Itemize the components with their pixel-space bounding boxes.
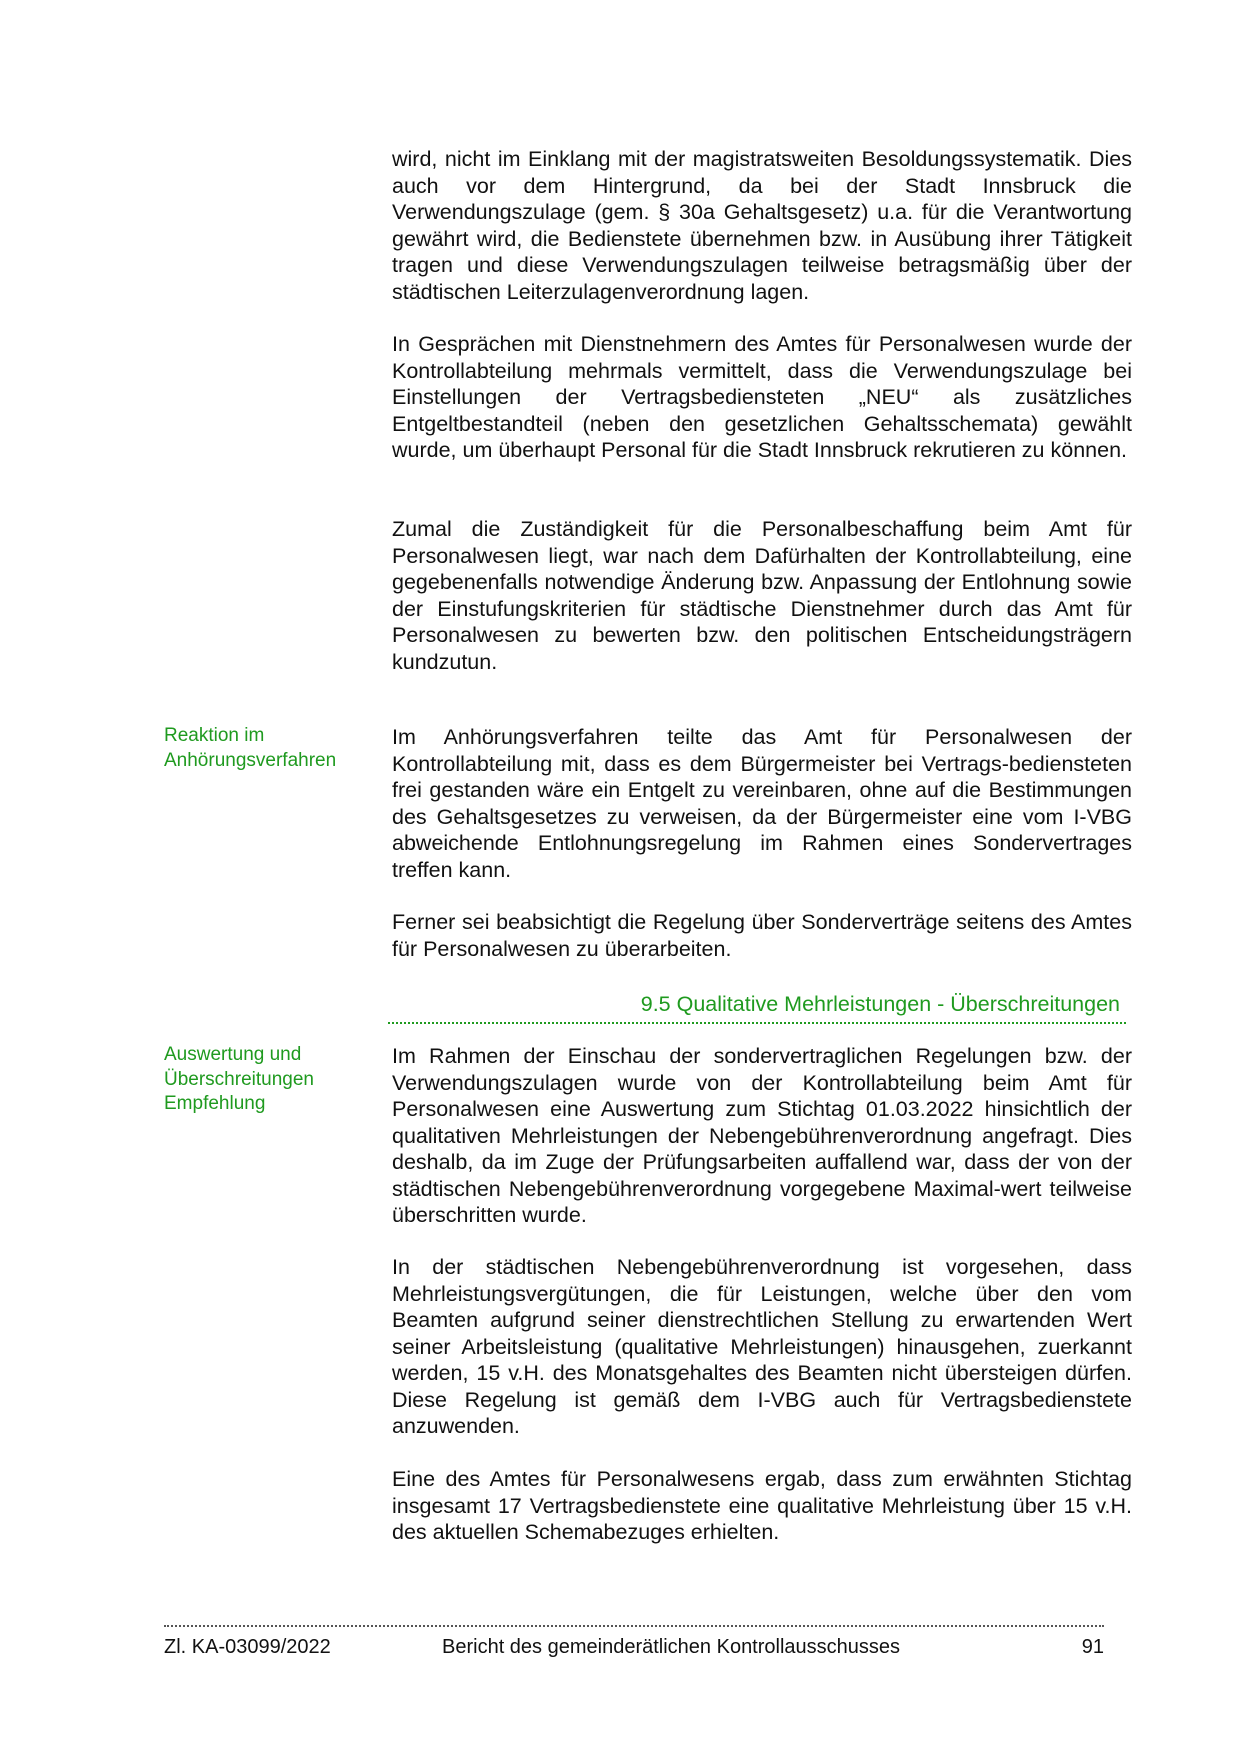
body-paragraph: Zumal die Zuständigkeit für die Personalbeschaffung beim Amt für Personalwesen liegt, war nach dem Dafürhalten der Kontrollabteilung, eine gegebenenfalls notwendige Änderung bzw. Anpassung der Entlohnung sowie der Einstufungskriterien für städtische Dienstnehmer durch das Amt für Personalwesen zu bewerten bzw. den politischen Entscheidungsträgern kundzutun. <box>392 517 1132 674</box>
side-label-reaktion <box>164 724 384 773</box>
side-label-line: Empfehlung <box>164 1093 266 1114</box>
body-paragraph-4-block <box>392 724 1132 883</box>
body-paragraph-7-block <box>392 1254 1132 1440</box>
section-heading-9-5 <box>388 990 1126 1024</box>
side-label-auswertung <box>164 1043 384 1117</box>
body-paragraph: Ferner sei beabsichtigt die Regelung über Sonderverträge seitens des Amtes für Personalwesen zu überarbeiten. <box>392 910 1132 961</box>
body-paragraph: In Gesprächen mit Dienstnehmern des Amtes für Personalwesen wurde der Kontrollabteilung mehrmals vermittelt, dass die Verwendungszulage bei Einstellungen der Vertragsbediensteten „NEU“ als zusätzliches Entgeltbestandteil (neben den gesetzlichen Gehaltsschemata) gewählt wurde, um überhaupt Personal für die Stadt Innsbruck rekrutieren zu können. <box>392 332 1132 462</box>
body-paragraph: wird, nicht im Einklang mit der magistratsweiten Besoldungssystematik. Dies auch vor dem Hintergrund, da bei der Stadt Innsbruck die Verwendungszulage (gem. § 30a Gehaltsgesetz) u.a. für die Verantwortung gewährt wird, die Bedienstete übernehmen bzw. in Ausübung ihrer Tätigkeit tragen und diese Verwendungszulagen teilweise betragsmäßig über der städtischen Leiterzulagenverordnung lagen. <box>392 147 1132 304</box>
body-paragraph-8-block <box>392 1466 1132 1546</box>
side-label-line: Auswertung und <box>164 1044 302 1065</box>
footer-reference: Zl. KA-03099/2022 <box>164 1636 331 1658</box>
body-paragraph-3-block <box>392 516 1132 675</box>
body-paragraph-2-block <box>392 331 1132 464</box>
side-label-line: Überschreitungen <box>164 1068 314 1090</box>
footer-divider <box>164 1625 1104 1627</box>
side-label-line: Anhörungsverfahren <box>164 749 337 771</box>
body-paragraph-1-block <box>392 146 1132 305</box>
footer-title: Bericht des gemeinderätlichen Kontrollausschusses <box>442 1636 901 1658</box>
side-label-line: Reaktion im <box>164 725 265 746</box>
body-paragraph: Im Rahmen der Einschau der sondervertraglichen Regelungen bzw. der Verwendungszulagen wurde von der Kontrollabteilung beim Amt für Personalwesen eine Auswertung zum Stichtag 01.03.2022 hinsichtlich der qualitativen Mehrleistungen der Nebengebührenverordnung angefragt. Dies deshalb, da im Zuge der Prüfungsarbeiten auffallend war, dass der von der städtischen Nebengebührenverordnung vorgegebene Maximal-wert teilweise überschritten wurde. <box>392 1044 1132 1227</box>
body-paragraph-6-block <box>392 1043 1132 1229</box>
body-paragraph: Eine des Amtes für Personalwesens ergab, dass zum erwähnten Stichtag insgesamt 17 Vertragsbedienstete eine qualitative Mehrleistung über 15 v.H. des aktuellen Schemabezuges erhielten. <box>392 1467 1132 1544</box>
page-footer <box>164 1634 1104 1662</box>
section-heading-text: 9.5 Qualitative Mehrleistungen - Überschreitungen <box>640 992 1120 1016</box>
page-number: 91 <box>1081 1636 1104 1658</box>
body-paragraph: In der städtischen Nebengebührenverordnung ist vorgesehen, dass Mehrleistungsvergütungen, die für Leistungen, welche über den vom Beamten aufgrund seiner dienstrechtlichen Stellung zu erwartenden Wert seiner Arbeitsleistung (qualitative Mehrleistungen) hinausgehen, zuerkannt werden, 15 v.H. des Monatsgehaltes des Beamten nicht übersteigen dürfen. Diese Regelung ist gemäß dem I-VBG auch für Vertragsbedienstete anzuwenden. <box>392 1255 1132 1438</box>
body-paragraph-5-block <box>392 909 1132 962</box>
body-paragraph: Im Anhörungsverfahren teilte das Amt für Personalwesen der Kontrollabteilung mit, dass es dem Bürgermeister bei Vertrags-bediensteten frei gestanden wäre ein Entgelt zu vereinbaren, ohne auf die Bestimmungen des Gehaltsgesetzes zu verweisen, da der Bürgermeister eine vom I-VBG abweichende Entlohnungsregelung im Rahmen eines Sondervertrages treffen kann. <box>392 725 1132 882</box>
